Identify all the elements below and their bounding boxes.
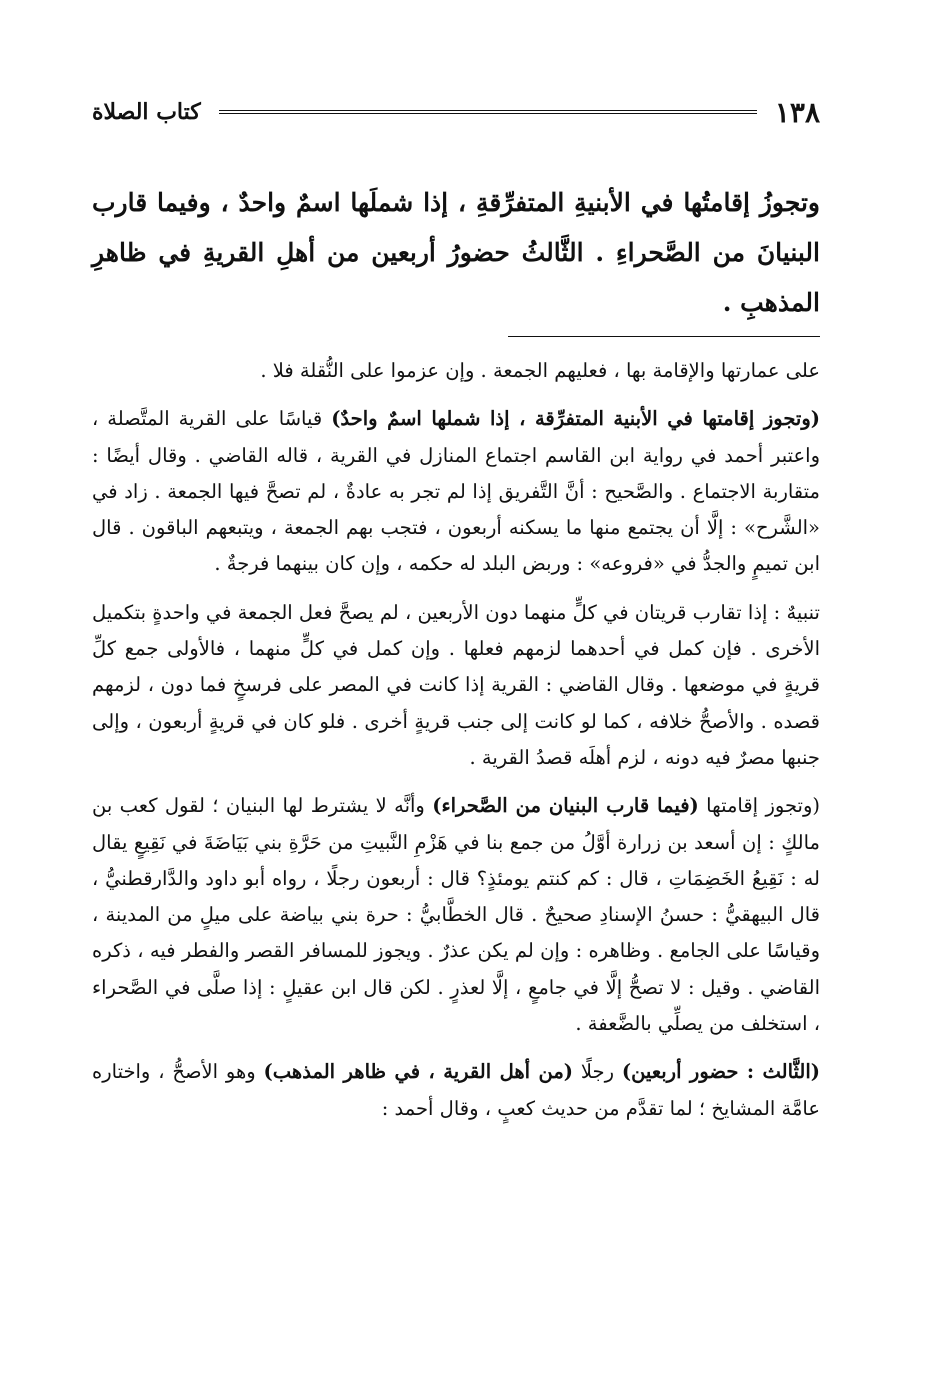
separator-rule [508, 336, 820, 337]
matn-text: وتجوزُ إقامتُها في الأبنيةِ المتفرِّقةِ ، إذا شملَها اسمٌ واحدٌ ، وفيما قارب البنيانَ من الصَّحراءِ . الثَّالثُ حضورُ أربعين من أهلِ القريةِ في ظاهرِ المذهبِ . [92, 188, 820, 317]
matn-separator [92, 328, 820, 337]
header-rule [219, 110, 757, 114]
paragraph [92, 1054, 820, 1127]
page-header [92, 92, 820, 132]
paragraph [92, 788, 820, 1042]
text-run: (و [802, 794, 820, 818]
text-run: قياسًا على القرية المتَّصلة ، واعتبر أحمد في رواية ابن القاسم اجتماع المنازل في القرية ، قاله القاضي . وقال أيضًا : متقاربة الاجتماع . والصَّحيح : أنَّ التَّفريق إذا لم تجر به عادةٌ ، لم تصحَّ فيها الجمعة . زاد في «الشَّرح» : إلَّا أن يجتمع منها ما يسكنه أربعون ، فتجب بهم الجمعة ، ويتبعهم الباقون . قال ابن تميمٍ والجدُّ في «فروعه» : وربض البلد له حكمه ، وإن كان بينهما فرجةٌ . [92, 407, 820, 576]
commentary [92, 353, 820, 1127]
book-title: كتاب الصلاة [92, 99, 201, 125]
text-run: وهو الأصحُّ ، واختاره عامَّة المشايخ ؛ لما تقدَّم من حديث كعبٍ ، وقال أحمد : [92, 1060, 820, 1120]
quoted-matn: (من أهل القرية ، في ظاهر المذهب) [263, 1060, 574, 1084]
text-run: تجوز إقامتها [698, 794, 803, 818]
page-number: ١٣٨ [774, 95, 820, 129]
paragraph [92, 353, 820, 389]
paragraph [92, 595, 820, 776]
text-run: رجلًا [573, 1060, 622, 1084]
quoted-matn: (الثَّالث : حضور أربعين) [621, 1060, 820, 1084]
paragraph [92, 401, 820, 582]
quoted-matn: (وتجوز إقامتها في الأبنية المتفرِّقة ، إذا شملها اسمٌ واحدٌ) [331, 407, 821, 431]
text-run: على عمارتها والإقامة بها ، فعليهم الجمعة . وإن عزموا على النُّقلة فلا . [260, 359, 820, 382]
quoted-matn: (فيما قارب البنيان من الصَّحراء) [432, 794, 699, 818]
text-run: وأنَّه لا يشترط لها البنيان ؛ لقول كعب بن مالكٍ : إن أسعد بن زرارة أوَّلُ من جمع بنا في هَزْمِ النَّبيتِ من حَرَّةِ بني بَيَاضَةَ في نَقِيعٍ يقال له : نَقِيعُ الخَضِمَاتِ ، قال : كم كنتم يومئذٍ؟ قال : أربعون رجلًا ، رواه أبو داود والدَّارقطنيُّ ، قال البيهقيُّ : حسنُ الإسنادِ صحيحٌ . قال الخطَّابيُّ : حرة بني بياضة على ميلٍ من المدينة ، وقياسًا على الجامع . وظاهره : وإن لم يكن عذرٌ . ويجوز للمسافر القصر والفطر فيه ، ذكره القاضي . وقيل : لا تصحُّ إلَّا في جامعٍ ، إلَّا لعذرٍ . لكن قال ابن عقيلٍ : إذا صلَّى في الصَّحراء ، استخلف من يصلِّي بالضَّعفة . [92, 794, 820, 1036]
text-run: تنبيهٌ : إذا تقارب قريتان في كلٍّ منهما دون الأربعين ، لم يصحَّ فعل الجمعة في واحدةٍ بتكميل الأخرى . فإن كمل في أحدهما لزمهم فعلها . وإن كمل في كلٍّ منهما ، فالأولى جمع كلِّ قريةٍ في موضعها . وقال القاضي : القرية إذا كانت في المصر على فرسخٍ فما دون ، لزمهم قصده . والأصحُّ خلافه ، كما لو كانت إلى جنب قريةٍ أخرى . فلو كان في قريةٍ أربعون ، وإلى جنبها مصرٌ فيه دونه ، لزم أهلَه قصدُ القرية . [92, 600, 820, 769]
book-page [92, 92, 820, 1135]
